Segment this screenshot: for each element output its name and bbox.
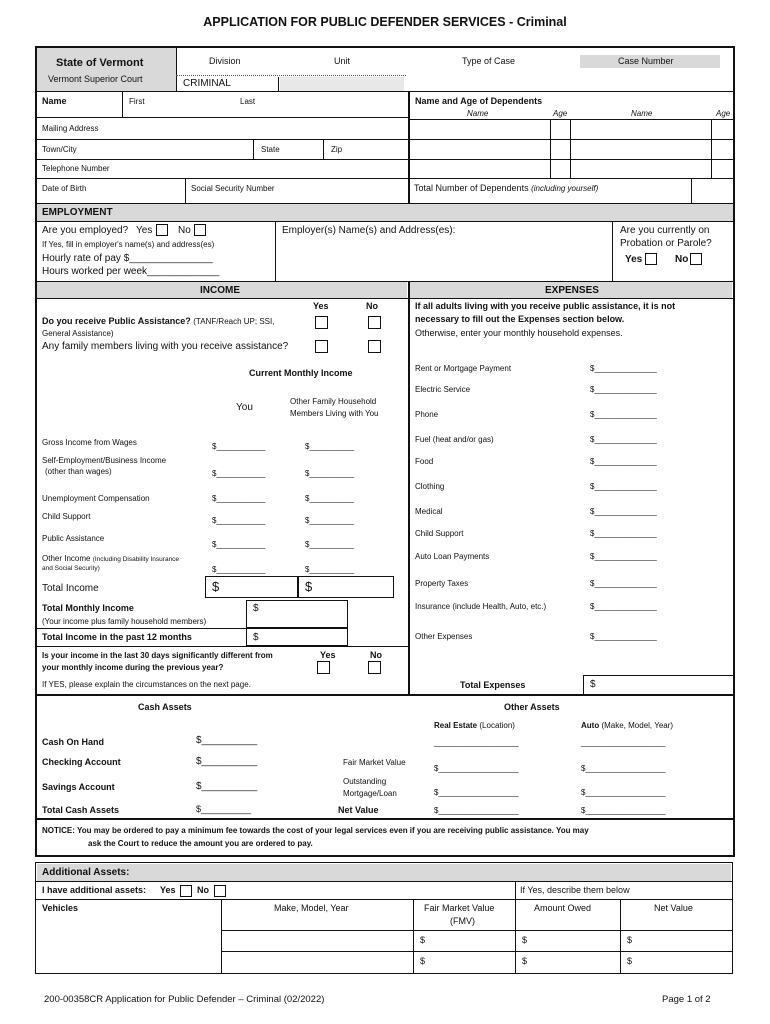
family-assistance-question: Any family members living with you receive assistance? [42,341,289,352]
child-support-expense-field[interactable]: $______________ [590,529,657,538]
amount-owed-header: Amount Owed [534,903,592,913]
vehicle2-fmv[interactable]: $ [420,956,426,966]
insurance-field[interactable]: $______________ [590,602,657,611]
other-expenses-field[interactable]: $______________ [590,632,657,641]
state-label: State of Vermont [56,57,144,69]
dep-age-col-2: Age [716,109,731,118]
real-estate-net-field[interactable]: $__________________ [434,806,519,815]
fuel-field[interactable]: $______________ [590,435,657,444]
unit-field[interactable] [280,77,404,91]
public-assistance-detail: (TANF/Reach UP; SSI, [193,317,275,326]
hourly-rate-field[interactable]: Hourly rate of pay $_______________ [42,253,213,264]
real-estate-label: Real Estate [434,721,478,730]
expense-fuel: Fuel (heat and/or gas) [415,435,494,444]
auto-net-field[interactable]: $__________________ [581,806,666,815]
total-12-months-dollar: $ [253,632,259,643]
court-label: Vermont Superior Court [48,74,143,84]
real-estate-location: (Location) [479,721,515,730]
expenses-note-3: Otherwise, enter your monthly household expenses. [415,328,623,338]
type-of-case-label: Type of Case [462,56,516,66]
income-row-self-employment: Self-Employment/Business Income [42,456,167,465]
cash-on-hand-field[interactable]: $__________ [196,735,258,746]
food-field[interactable]: $______________ [590,457,657,466]
sig-yes-label: Yes [320,650,336,660]
footer-page-number: Page 1 of 2 [662,994,711,1005]
vehicle1-owed[interactable]: $ [522,935,528,945]
total-cash-field[interactable]: $__________ [196,804,252,814]
explain-note: If YES, please explain the circumstances on the next page. [42,680,251,689]
cash-on-hand-label: Cash On Hand [42,737,105,747]
income-row-other: Other Income [42,554,91,563]
total-dependents-text: Total Number of Dependents [414,183,529,193]
notice-line-2: ask the Court to reduce the amount you are ordered to pay. [88,839,313,848]
total-income-other-dollar: $ [305,579,313,594]
total-income-you-dollar: $ [212,579,220,594]
expense-auto-loan: Auto Loan Payments [415,552,490,561]
additional-yes-label: Yes [160,885,176,895]
state-field-label: State [261,145,280,154]
expense-property-taxes: Property Taxes [415,579,469,588]
probation-no-checkbox[interactable] [690,253,702,265]
mailing-label: Mailing Address [42,124,99,133]
sig-no-label: No [370,650,382,660]
outstanding-label-2: Mortgage/Loan [343,789,397,798]
zip-label: Zip [331,145,343,154]
total-dependents-note: (including yourself) [531,184,599,193]
probation-question-2: Probation or Parole? [620,238,712,249]
other-income-other-field[interactable]: $__________ [305,565,354,574]
dep-name-col-2: Name [631,109,653,118]
public-assistance-detail-2: General Assistance) [42,329,114,338]
income-row-other-note-2: and Social Security) [42,565,100,572]
dep-age-col-1: Age [553,109,568,118]
make-model-header: Make, Model, Year [274,903,349,913]
last-label: Last [240,97,256,106]
self-emp-you-field[interactable]: $___________ [212,469,266,478]
public-assist-other-field[interactable]: $__________ [305,540,354,549]
income-row-other-note: (Including Disability Insurance [92,556,180,563]
total-12-months-box[interactable] [246,628,348,646]
other-family-label-1: Other Family Household [290,397,377,406]
expense-other: Other Expenses [415,632,473,641]
phone-field[interactable]: $______________ [590,410,657,419]
dep-name-col-1: Name [467,109,489,118]
dob-label: Date of Birth [42,184,87,193]
total-dependents-label [414,183,598,194]
sig-no-checkbox[interactable] [368,661,381,674]
income-yes-col: Yes [313,301,329,311]
electric-field[interactable]: $______________ [590,385,657,394]
vehicle2-owed[interactable]: $ [522,956,528,966]
auto-label: Auto [581,721,600,730]
expense-food: Food [415,457,434,466]
savings-field[interactable]: $__________ [196,781,258,792]
total-cash-label: Total Cash Assets [42,805,120,815]
sig-yes-checkbox[interactable] [317,661,330,674]
total-expenses-label: Total Expenses [460,680,526,690]
rent-field[interactable]: $______________ [590,364,657,373]
current-monthly-income-label: Current Monthly Income [249,368,353,378]
employment-heading: EMPLOYMENT [42,207,113,218]
telephone-label: Telephone Number [42,164,110,173]
total-monthly-income-box[interactable] [246,600,348,628]
unemployment-other-field[interactable]: $__________ [305,494,354,503]
other-income-you-field[interactable]: $___________ [212,565,266,574]
auto-loan-field[interactable]: $______________ [590,552,657,561]
auto-fmv-field[interactable]: $__________________ [581,764,666,773]
expense-clothing: Clothing [415,482,445,491]
probation-yes-checkbox[interactable] [645,253,657,265]
expenses-note-2: necessary to fill out the Expenses section below. [415,314,625,324]
additional-no-checkbox[interactable] [214,885,226,897]
other-assets-heading: Other Assets [504,702,560,712]
employed-yes-checkbox[interactable] [156,224,168,236]
unemployment-you-field[interactable]: $___________ [212,494,266,503]
public-assistance-question: Do you receive Public Assistance? [42,316,191,326]
fmv-label: Fair Market Value [343,758,406,767]
net-value-header: Net Value [654,903,693,913]
probation-no-label: No [675,254,689,265]
real-estate-loan-field[interactable]: $__________________ [434,788,519,797]
expense-electric: Electric Service [415,385,471,394]
clothing-field[interactable]: $______________ [590,482,657,491]
outstanding-label-1: Outstanding [343,777,387,786]
dependents-title: Name and Age of Dependents [415,96,543,106]
family-assistance-no-checkbox[interactable] [368,340,381,353]
expense-rent: Rent or Mortgage Payment [415,364,512,373]
auto-detail: (Make, Model, Year) [601,721,674,730]
expenses-heading: EXPENSES [545,285,599,296]
probation-question-1: Are you currently on [620,225,710,236]
form-title: APPLICATION FOR PUBLIC DEFENDER SERVICES - Criminal [203,15,567,29]
income-row-self-employment-note: (other than wages) [45,467,112,476]
employers-label: Employer(s) Name(s) and Address(es): [282,225,456,236]
real-estate-line[interactable]: ___________________ [434,738,519,747]
describe-label: If Yes, describe them below [520,885,630,895]
employer-fill-note: If Yes, fill in employer's name(s) and address(es) [42,240,215,249]
auto-loan-asset-field[interactable]: $__________________ [581,788,666,797]
notice-line-1: NOTICE: You may be ordered to pay a minimum fee towards the cost of your legal services even if you are receiving public assistance. You may [42,826,589,835]
have-additional-label: I have additional assets: [42,885,147,895]
expense-phone: Phone [415,410,439,419]
public-assistance-no-checkbox[interactable] [368,316,381,329]
total-income-label: Total Income [42,583,99,594]
name-label: Name [42,96,67,106]
town-label: Town/City [42,145,77,154]
income-row-wages: Gross Income from Wages [42,438,137,447]
income-no-col: No [366,301,378,311]
vehicles-label: Vehicles [42,903,79,913]
employed-no-checkbox[interactable] [194,224,206,236]
self-emp-other-field[interactable]: $__________ [305,469,354,478]
additional-no-label: No [197,885,209,895]
footer-form-id: 200-00358CR Application for Public Defender – Criminal (02/2022) [44,994,325,1005]
unit-label: Unit [334,56,351,66]
net-value-label: Net Value [338,805,379,815]
public-assistance-yes-checkbox[interactable] [315,316,328,329]
wages-you-field[interactable]: $___________ [212,442,266,451]
savings-label: Savings Account [42,782,115,792]
total-monthly-income-note: (Your income plus family household members) [42,617,207,626]
expense-child-support: Child Support [415,529,464,538]
wages-other-field[interactable]: $__________ [305,442,354,451]
significant-change-question-2: your monthly income during the previous year? [42,663,224,672]
ssn-label: Social Security Number [191,184,275,193]
division-label: Division [209,56,241,66]
other-family-label-2: Members Living with You [290,409,379,418]
checking-field[interactable]: $__________ [196,756,258,767]
checking-label: Checking Account [42,757,121,767]
vehicle1-fmv[interactable]: $ [420,935,426,945]
total-expenses-dollar[interactable]: $ [590,679,596,690]
property-taxes-field[interactable]: $______________ [590,579,657,588]
fmv-header-2: (FMV) [450,916,475,926]
family-assistance-yes-checkbox[interactable] [315,340,328,353]
significant-change-question-1: Is your income in the last 30 days significantly different from [42,651,273,660]
child-support-you-field[interactable]: $___________ [212,516,266,525]
income-row-child-support: Child Support [42,512,91,521]
income-row-unemployment: Unemployment Compensation [42,494,150,503]
additional-yes-checkbox[interactable] [180,885,192,897]
first-label: First [129,97,145,106]
total-income-other-box[interactable] [298,576,394,598]
total-monthly-dollar: $ [253,603,259,614]
income-heading: INCOME [200,285,240,296]
expense-insurance: Insurance (include Health, Auto, etc.) [415,602,547,611]
additional-assets-heading: Additional Assets: [42,867,130,878]
division-value[interactable]: CRIMINAL [183,78,231,89]
public-assist-you-field[interactable]: $___________ [212,540,266,549]
total-monthly-income-label: Total Monthly Income [42,603,134,613]
employed-question: Are you employed? [42,225,129,236]
child-support-other-field[interactable]: $__________ [305,516,354,525]
total-12-months-label: Total Income in the past 12 months [42,632,192,642]
cash-assets-heading: Cash Assets [138,702,192,712]
hours-worked-field[interactable]: Hours worked per week_____________ [42,266,220,277]
expense-medical: Medical [415,507,443,516]
real-estate-fmv-field[interactable]: $__________________ [434,764,519,773]
fmv-header-1: Fair Market Value [424,903,495,913]
you-col-label: You [236,402,253,413]
case-number-label: Case Number [618,56,674,66]
medical-field[interactable]: $______________ [590,507,657,516]
vehicle2-net[interactable]: $ [627,956,633,966]
probation-yes-label: Yes [625,254,643,265]
expenses-note-1: If all adults living with you receive public assistance, it is not [415,301,676,311]
income-row-public-assistance: Public Assistance [42,534,105,543]
vehicle1-net[interactable]: $ [627,935,633,945]
employed-no-label: No [178,225,191,236]
auto-line[interactable]: ___________________ [581,738,666,747]
employed-yes-label: Yes [136,225,153,236]
